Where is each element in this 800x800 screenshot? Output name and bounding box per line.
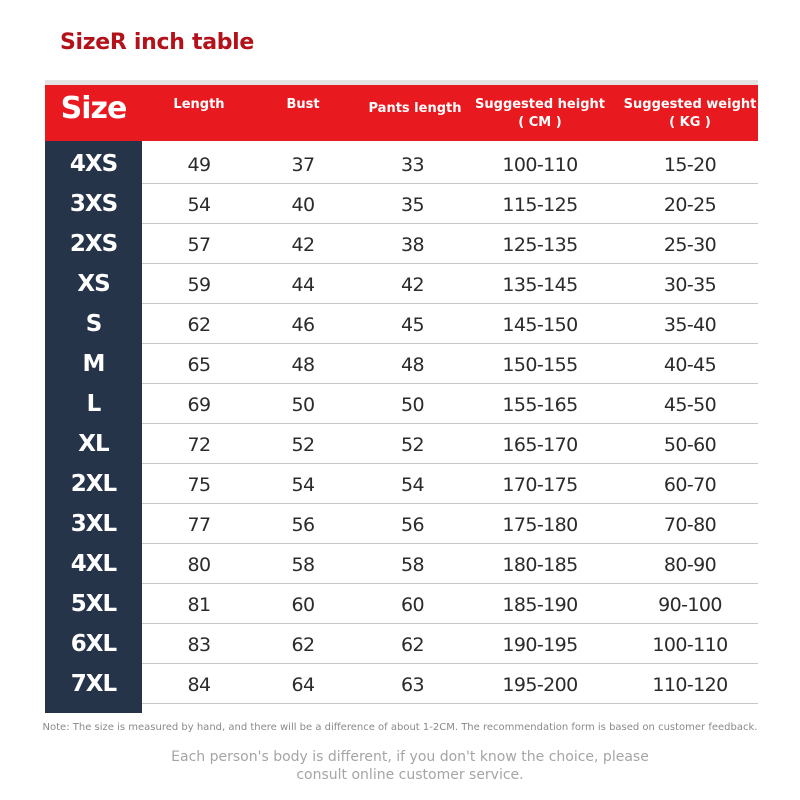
cell-pants-length: 45 xyxy=(401,314,424,336)
cell-suggested-height: 165-170 xyxy=(502,434,578,456)
footer-line-1: Each person's body is different, if you don't know the choice, please xyxy=(171,749,649,765)
cell-length: 81 xyxy=(187,594,211,616)
cell-length: 84 xyxy=(187,674,211,696)
cell-suggested-weight: 35-40 xyxy=(663,314,717,336)
cell-suggested-weight: 60-70 xyxy=(663,474,717,496)
cell-suggested-height: 150-155 xyxy=(502,354,578,376)
cell-suggested-weight: 70-80 xyxy=(663,514,717,536)
row-divider xyxy=(142,703,758,704)
cell-suggested-height: 155-165 xyxy=(502,394,578,416)
cell-suggested-weight: 110-120 xyxy=(652,674,728,696)
table-row xyxy=(45,224,758,264)
table-row xyxy=(45,384,758,424)
cell-pants-length: 33 xyxy=(401,154,424,176)
header-bust: Bust xyxy=(286,97,320,112)
header-length: Length xyxy=(173,97,225,112)
size-label: 3XS xyxy=(69,191,118,217)
cell-suggested-weight: 50-60 xyxy=(663,434,717,456)
cell-length: 72 xyxy=(187,434,211,456)
cell-suggested-weight: 80-90 xyxy=(663,554,717,576)
size-label: 5XL xyxy=(70,591,117,617)
size-label: L xyxy=(86,391,101,417)
cell-length: 75 xyxy=(187,474,211,496)
size-label: XS xyxy=(77,271,110,297)
cell-pants-length: 62 xyxy=(401,634,424,656)
cell-suggested-height: 180-185 xyxy=(502,554,578,576)
header-suggested-weight xyxy=(620,96,760,132)
size-label: S xyxy=(85,311,102,337)
measurement-note: Note: The size is measured by hand, and there will be a difference of about 1-2CM. The recommendation form is based on customer feedback. xyxy=(42,722,758,733)
size-label: 2XL xyxy=(70,471,117,497)
cell-bust: 46 xyxy=(291,314,315,336)
header-pants-length: Pants length xyxy=(368,101,462,116)
cell-suggested-height: 195-200 xyxy=(502,674,578,696)
cell-length: 59 xyxy=(187,274,211,296)
cell-pants-length: 56 xyxy=(401,514,424,536)
cell-suggested-weight: 45-50 xyxy=(663,394,717,416)
cell-suggested-height: 145-150 xyxy=(502,314,578,336)
cell-suggested-height: 115-125 xyxy=(502,194,578,216)
cell-suggested-height: 170-175 xyxy=(502,474,578,496)
table-row xyxy=(45,184,758,224)
table-row xyxy=(45,144,758,184)
cell-pants-length: 48 xyxy=(401,354,424,376)
cell-bust: 50 xyxy=(291,394,315,416)
cell-pants-length: 63 xyxy=(401,674,424,696)
cell-bust: 64 xyxy=(291,674,315,696)
page-title: SizeR inch table xyxy=(60,30,255,55)
table-header xyxy=(45,85,758,141)
cell-suggested-height: 135-145 xyxy=(502,274,578,296)
header-weight-unit: ( KG ) xyxy=(669,115,711,130)
cell-suggested-height: 100-110 xyxy=(502,154,578,176)
cell-suggested-weight: 30-35 xyxy=(663,274,717,296)
table-row xyxy=(45,344,758,384)
cell-length: 80 xyxy=(187,554,211,576)
cell-bust: 48 xyxy=(291,354,315,376)
cell-suggested-height: 175-180 xyxy=(502,514,578,536)
table-row xyxy=(45,664,758,704)
cell-length: 57 xyxy=(187,234,211,256)
cell-suggested-weight: 15-20 xyxy=(663,154,717,176)
cell-suggested-weight: 100-110 xyxy=(652,634,728,656)
header-weight-label: Suggested weight xyxy=(623,97,757,112)
size-label: 4XS xyxy=(69,151,118,177)
cell-length: 65 xyxy=(187,354,211,376)
cell-suggested-weight: 90-100 xyxy=(658,594,722,616)
cell-bust: 60 xyxy=(291,594,315,616)
table-row xyxy=(45,624,758,664)
table-row xyxy=(45,464,758,504)
cell-pants-length: 60 xyxy=(401,594,424,616)
cell-length: 49 xyxy=(187,154,211,176)
table-row xyxy=(45,544,758,584)
cell-suggested-weight: 20-25 xyxy=(663,194,717,216)
size-label: 2XS xyxy=(69,231,118,257)
cell-bust: 37 xyxy=(291,154,315,176)
cell-bust: 40 xyxy=(291,194,315,216)
size-label: 6XL xyxy=(70,631,117,657)
table-row xyxy=(45,584,758,624)
cell-bust: 54 xyxy=(291,474,315,496)
table-row xyxy=(45,304,758,344)
cell-pants-length: 35 xyxy=(401,194,424,216)
cell-suggested-height: 185-190 xyxy=(502,594,578,616)
footer-message xyxy=(170,748,650,784)
cell-suggested-weight: 40-45 xyxy=(663,354,717,376)
footer-line-2: consult online customer service. xyxy=(296,767,524,783)
cell-bust: 42 xyxy=(291,234,315,256)
table-row xyxy=(45,504,758,544)
cell-length: 62 xyxy=(187,314,211,336)
cell-length: 77 xyxy=(187,514,211,536)
cell-bust: 56 xyxy=(291,514,315,536)
header-height-unit: ( CM ) xyxy=(518,115,562,130)
header-size: Size xyxy=(60,91,127,126)
cell-pants-length: 42 xyxy=(401,274,424,296)
cell-length: 69 xyxy=(187,394,211,416)
table-row xyxy=(45,264,758,304)
cell-pants-length: 54 xyxy=(401,474,424,496)
size-label: 3XL xyxy=(70,511,117,537)
cell-length: 83 xyxy=(187,634,211,656)
header-height-label: Suggested height xyxy=(475,97,605,112)
cell-pants-length: 50 xyxy=(401,394,424,416)
size-label: XL xyxy=(78,431,109,457)
cell-suggested-height: 125-135 xyxy=(502,234,578,256)
cell-length: 54 xyxy=(187,194,211,216)
table-row xyxy=(45,424,758,464)
cell-bust: 62 xyxy=(291,634,315,656)
cell-bust: 52 xyxy=(291,434,315,456)
cell-pants-length: 38 xyxy=(401,234,424,256)
cell-suggested-weight: 25-30 xyxy=(663,234,717,256)
cell-pants-length: 58 xyxy=(401,554,424,576)
cell-bust: 58 xyxy=(291,554,315,576)
cell-pants-length: 52 xyxy=(401,434,424,456)
cell-bust: 44 xyxy=(291,274,315,296)
cell-suggested-height: 190-195 xyxy=(502,634,578,656)
header-suggested-height xyxy=(470,96,610,132)
size-label: 7XL xyxy=(70,671,117,697)
size-label: M xyxy=(82,351,105,377)
size-label: 4XL xyxy=(70,551,117,577)
